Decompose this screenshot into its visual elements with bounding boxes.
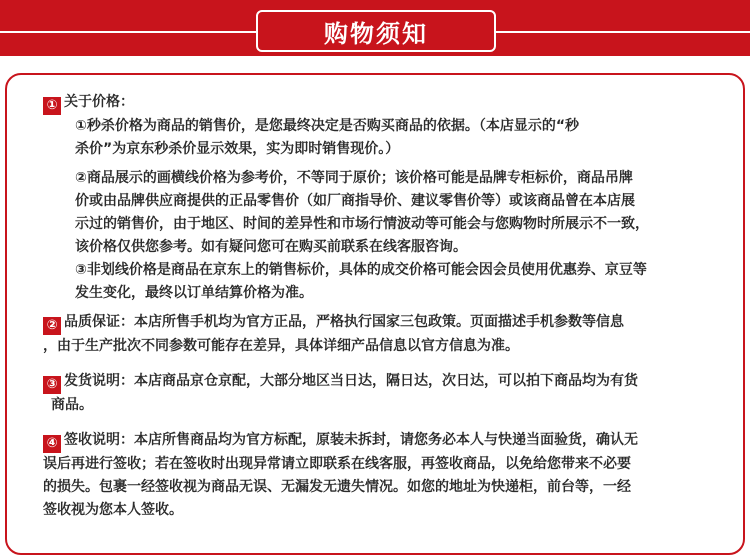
section-shipping-line: 商品。 — [51, 397, 93, 413]
section-price-line: 杀价”为京东秒杀价显示效果，实为即时销售现价。） — [75, 141, 400, 157]
section-shipping — [43, 370, 711, 417]
header-band — [0, 0, 750, 56]
section-quality-line: ，由于生产批次不同参数可能存在差异，具体详细产品信息以官方信息为准。 — [43, 338, 519, 354]
notice-content — [43, 91, 711, 522]
section-receipt — [43, 429, 711, 522]
section-quality-line: 品质保证：本店所售手机均为官方正品，严格执行国家三包政策。页面描述手机参数等信息 — [64, 314, 624, 330]
number-badge-3: ③ — [43, 376, 61, 394]
title-tab — [256, 10, 496, 52]
section-price-line: 示过的销售价，由于地区、时间的差异性和市场行情波动等可能会与您购物时所展示不一致， — [75, 216, 649, 232]
number-badge-4: ④ — [43, 435, 61, 453]
section-price — [43, 91, 711, 305]
section-price-line: ①秒杀价格为商品的销售价，是您最终决定是否购买商品的依据。（本店显示的“秒 — [75, 118, 580, 134]
section-receipt-line: 签收视为您本人签收。 — [43, 502, 183, 518]
section-quality — [43, 311, 711, 358]
section-shipping-line: 发货说明：本店商品京仓京配，大部分地区当日达，隔日达，次日达，可以拍下商品均为有货 — [64, 373, 638, 389]
section-price-line: ③非划线价格是商品在京东上的销售标价，具体的成交价格可能会因会员使用优惠券、京豆等 — [75, 262, 647, 278]
section-price-line: 价或由品牌供应商提供的正品零售价（如厂商指导价、建议零售价等）或该商品曾在本店展 — [75, 193, 635, 209]
section-price-line: 发生变化，最终以订单结算价格为准。 — [75, 285, 313, 301]
section-price-heading: 关于价格： — [64, 94, 134, 110]
section-receipt-line: 签收说明：本店所售商品均为官方标配，原装未拆封，请您务必本人与快递当面验货，确认无 — [64, 432, 638, 448]
section-receipt-line: 误后再进行签收；若在签收时出现异常请立即联系在线客服，再签收商品，以免给您带来不必要 — [43, 456, 631, 472]
page-title: 购物须知 — [324, 19, 428, 48]
section-price-line: 该价格仅供您参考。如有疑问您可在购买前联系在线客服咨询。 — [75, 239, 467, 255]
number-badge-1: ① — [43, 97, 61, 115]
section-price-line: ②商品展示的画横线价格为参考价，不等同于原价；该价格可能是品牌专柜标价，商品吊牌 — [75, 170, 633, 186]
section-receipt-line: 的损失。包裹一经签收视为商品无误、无漏发无遗失情况。如您的地址为快递柜，前台等，一经 — [43, 479, 631, 495]
number-badge-2: ② — [43, 317, 61, 335]
